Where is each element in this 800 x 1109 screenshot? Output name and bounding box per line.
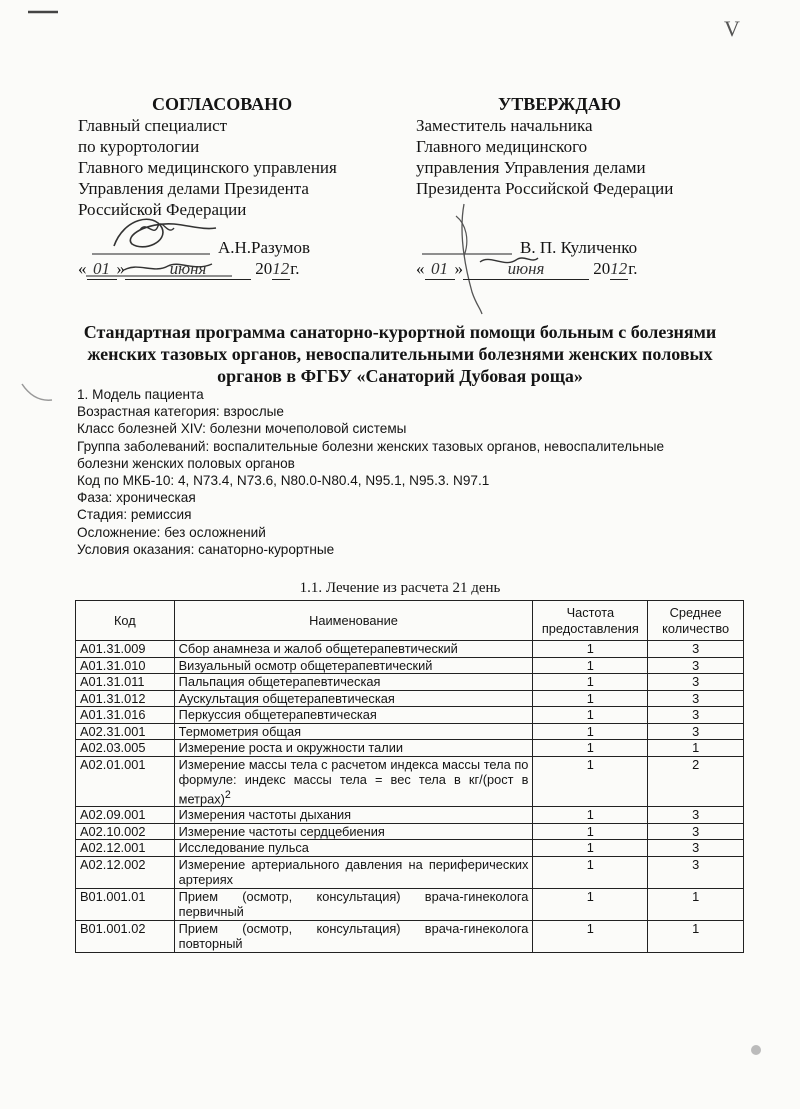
left-approval-line: Российской Федерации xyxy=(78,200,247,219)
table-row xyxy=(76,920,744,952)
row-code: A02.12.002 xyxy=(76,856,175,888)
scan-artifact-bottom xyxy=(740,1038,800,1068)
right-approval-heading: УТВЕРЖДАЮ xyxy=(498,94,622,114)
left-approval-line: по курортологии xyxy=(78,137,200,156)
row-code: A02.03.005 xyxy=(76,740,175,757)
table-header-row xyxy=(76,601,744,641)
header-freq: Частота предоставления xyxy=(533,601,648,641)
row-code: A02.31.001 xyxy=(76,723,175,740)
table-row xyxy=(76,807,744,824)
program-title: Стандартная программа санаторно-курортной помощи больным с болезнями женских тазовых органов, невоспалительными болезнями женских половых органов в ФГБУ «Санаторий Дубовая роща» xyxy=(83,322,717,386)
row-name: Термометрия общая xyxy=(178,723,302,739)
model-stage: Стадия: ремиссия xyxy=(77,507,192,523)
model-heading: 1. Модель пациента xyxy=(77,387,204,402)
row-code: A02.10.002 xyxy=(76,823,175,840)
row-name-cell xyxy=(174,920,533,952)
row-avg: 3 xyxy=(648,807,744,824)
table-row xyxy=(76,888,744,920)
row-avg: 3 xyxy=(648,856,744,888)
row-freq: 1 xyxy=(533,920,648,952)
row-freq: 1 xyxy=(533,856,648,888)
left-approval-block xyxy=(78,94,398,220)
table-caption: 1.1. Лечение из расчета 21 день xyxy=(299,580,501,596)
table-row xyxy=(76,674,744,691)
table-body xyxy=(76,641,744,953)
row-name-cell xyxy=(174,856,533,888)
row-name-cell xyxy=(174,723,533,740)
model-class: Класс болезней XIV: болезни мочеполовой системы xyxy=(77,421,407,437)
table-row xyxy=(76,707,744,724)
model-age: Возрастная категория: взрослые xyxy=(77,404,284,420)
model-group: Группа заболеваний: воспалительные болезни женских тазовых органов, невоспалительные болезни женских половых органов xyxy=(77,438,665,471)
model-conditions: Условия оказания: санаторно-курортные xyxy=(77,541,335,557)
row-name-cell xyxy=(174,888,533,920)
row-freq: 1 xyxy=(533,674,648,691)
row-code: A01.31.012 xyxy=(76,690,175,707)
services-table xyxy=(75,600,744,953)
row-code: A01.31.010 xyxy=(76,657,175,674)
left-approval-line: Главный специалист xyxy=(78,116,228,135)
row-freq: 1 xyxy=(533,823,648,840)
row-name-cell xyxy=(174,641,533,658)
row-freq: 1 xyxy=(533,888,648,920)
row-avg: 2 xyxy=(648,756,744,807)
table-row xyxy=(76,856,744,888)
table-row xyxy=(76,823,744,840)
right-signer-name: В. П. Куличенко xyxy=(520,238,638,257)
row-code: A02.09.001 xyxy=(76,807,175,824)
header-name: Наименование xyxy=(174,601,533,641)
scan-artifact-top-left xyxy=(0,0,80,30)
header-avg: Среднее количество xyxy=(648,601,744,641)
row-avg: 3 xyxy=(648,707,744,724)
model-icd: Код по МКБ-10: 4, N73.4, N73.6, N80.0-N80.4, N95.1, N95.3. N97.1 xyxy=(77,473,490,489)
row-name: Перкуссия общетерапевтическая xyxy=(178,707,377,722)
row-avg: 3 xyxy=(648,723,744,740)
row-name-cell xyxy=(174,690,533,707)
table-row xyxy=(76,740,744,757)
row-avg: 3 xyxy=(648,674,744,691)
row-code: A01.31.016 xyxy=(76,707,175,724)
row-freq: 1 xyxy=(533,707,648,724)
table-row xyxy=(76,641,744,658)
row-avg: 1 xyxy=(648,920,744,952)
row-name-cell xyxy=(174,756,533,807)
left-approval-line: Главного медицинского управления xyxy=(78,158,337,177)
header-code: Код xyxy=(76,601,175,641)
row-freq: 1 xyxy=(533,807,648,824)
row-freq: 1 xyxy=(533,840,648,857)
right-approval-line: управления Управления делами xyxy=(416,158,646,177)
left-approval-heading: СОГЛАСОВАНО xyxy=(152,94,293,114)
row-name-superscript: 2 xyxy=(224,788,231,801)
row-avg: 3 xyxy=(648,840,744,857)
table-row xyxy=(76,657,744,674)
table-row xyxy=(76,690,744,707)
table-row xyxy=(76,756,744,807)
row-avg: 1 xyxy=(648,740,744,757)
row-name: Измерение массы тела с расчетом индекса массы тела по формуле: индекс массы тела = вес тела в кг/(рост в метрах) xyxy=(178,756,529,806)
right-date-visual: « 01 » июня 2012г. xyxy=(416,259,638,278)
row-code: B01.001.02 xyxy=(76,920,175,952)
row-name: Визуальный осмотр общетерапевтический xyxy=(178,657,433,673)
row-code: A02.01.001 xyxy=(76,756,175,807)
row-avg: 3 xyxy=(648,690,744,707)
row-code: B01.001.01 xyxy=(76,888,175,920)
row-avg: 1 xyxy=(648,888,744,920)
row-code: A01.31.009 xyxy=(76,641,175,658)
row-name-cell xyxy=(174,707,533,724)
row-freq: 1 xyxy=(533,690,648,707)
row-name: Измерения частоты дыхания xyxy=(178,807,352,823)
right-approval-line: Главного медицинского xyxy=(416,137,588,156)
right-approval-line: Президента Российской Федерации xyxy=(416,179,674,198)
scan-artifact-left-edge xyxy=(18,380,58,420)
right-approval-block xyxy=(416,94,746,199)
row-name: Пальпация общетерапевтическая xyxy=(178,674,381,689)
row-avg: 3 xyxy=(648,641,744,658)
model-phase: Фаза: хроническая xyxy=(77,490,196,506)
row-name: Измерение артериального давления на периферических артериях xyxy=(178,856,529,888)
right-approval-line: Заместитель начальника xyxy=(416,116,593,135)
row-code: A02.12.001 xyxy=(76,840,175,857)
left-date-visual: « 01 » июня 2012г. xyxy=(78,259,300,278)
row-avg: 3 xyxy=(648,823,744,840)
row-freq: 1 xyxy=(533,756,648,807)
row-name-cell xyxy=(174,657,533,674)
left-approval-line: Управления делами Президента xyxy=(78,179,309,198)
model-complication: Осложнение: без осложнений xyxy=(77,524,266,540)
row-freq: 1 xyxy=(533,657,648,674)
row-code: A01.31.011 xyxy=(76,674,175,691)
row-name: Измерение роста и окружности талии xyxy=(178,740,404,755)
row-name-cell xyxy=(174,740,533,757)
patient-model xyxy=(77,386,737,558)
row-avg: 3 xyxy=(648,657,744,674)
row-name-cell xyxy=(174,807,533,824)
row-freq: 1 xyxy=(533,641,648,658)
row-name: Сбор анамнеза и жалоб общетерапевтический xyxy=(178,641,458,656)
table-row xyxy=(76,723,744,740)
row-name: Прием (осмотр, консультация) врача-гинеколога повторный xyxy=(178,920,529,952)
row-name: Аускультация общетерапевтическая xyxy=(178,690,395,706)
table-row xyxy=(76,840,744,857)
row-name: Исследование пульса xyxy=(178,840,309,856)
row-name-cell xyxy=(174,823,533,840)
row-name-cell xyxy=(174,840,533,857)
corner-mark: V xyxy=(724,16,740,41)
row-name: Измерение частоты сердцебиения xyxy=(178,823,385,839)
row-freq: 1 xyxy=(533,723,648,740)
left-signer-name: А.Н.Разумов xyxy=(218,238,310,257)
row-name-cell xyxy=(174,674,533,691)
row-name: Прием (осмотр, консультация) врача-гинеколога первичный xyxy=(178,888,529,920)
row-freq: 1 xyxy=(533,740,648,757)
